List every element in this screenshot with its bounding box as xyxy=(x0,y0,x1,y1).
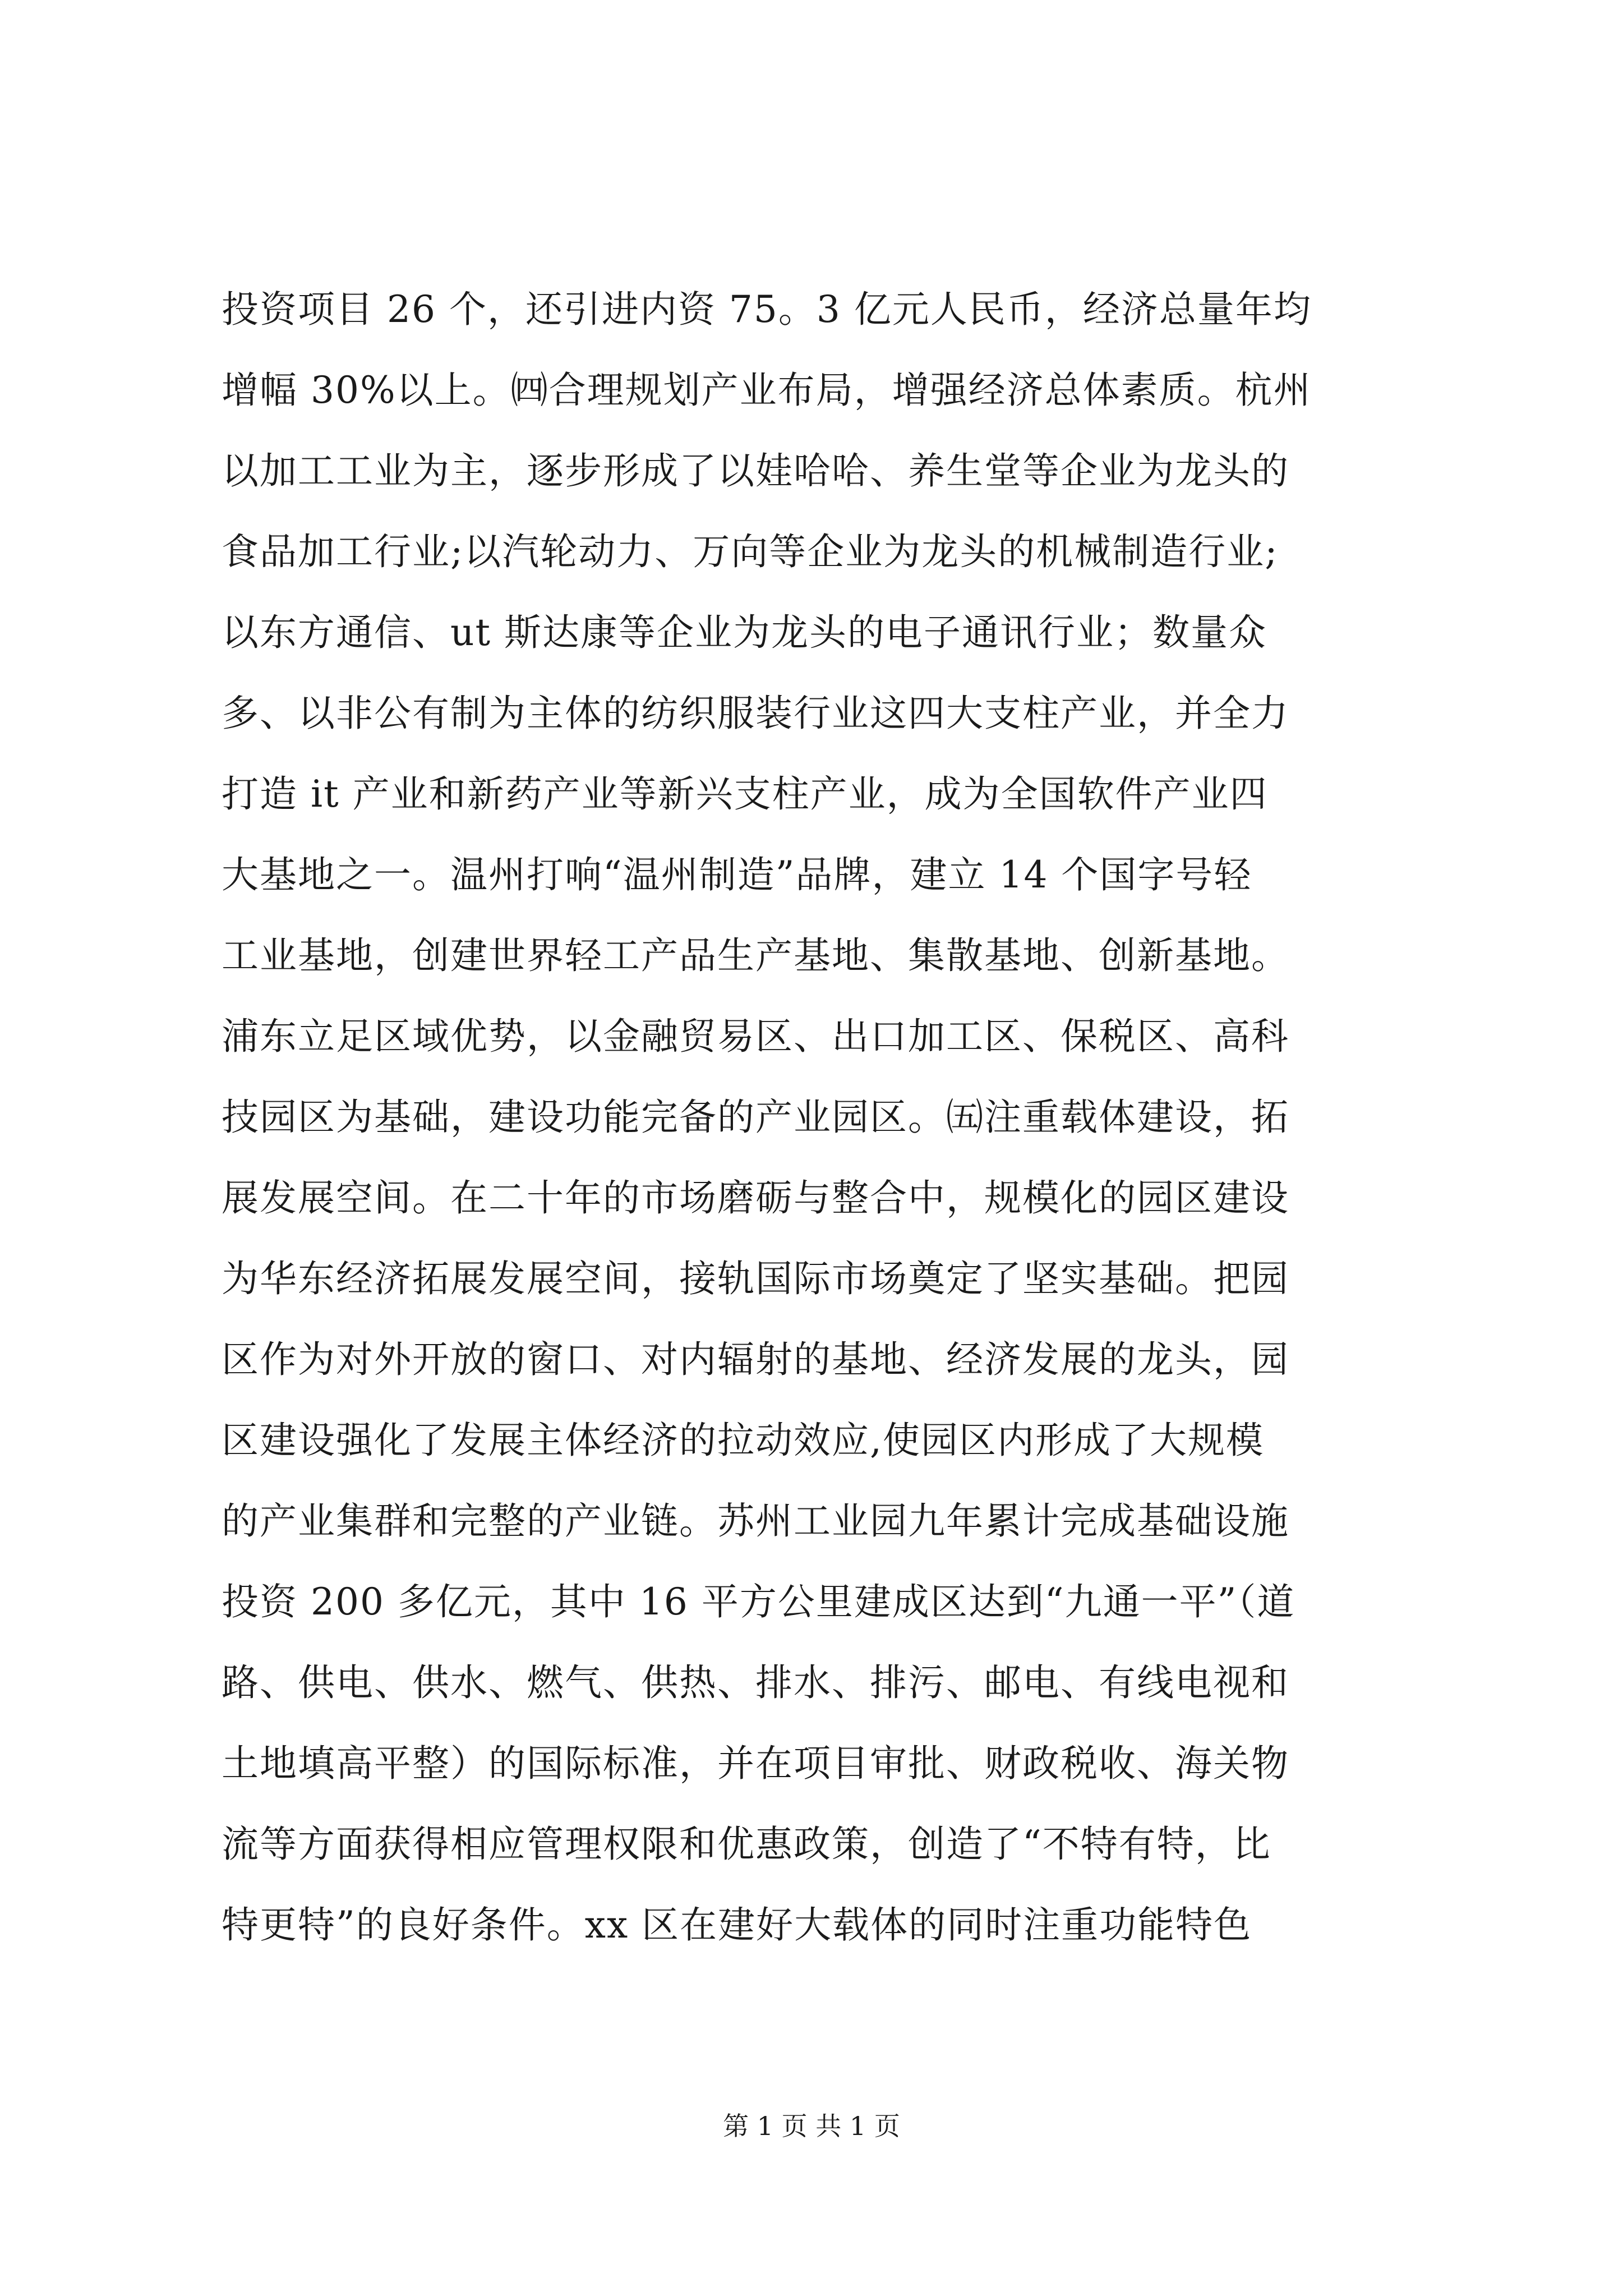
text-line: 工业基地，创建世界轻工产品生产基地、集散基地、创新基地。 xyxy=(222,934,1289,977)
text-line: 浦东立足区域优势，以金融贸易区、出口加工区、保税区、高科 xyxy=(222,1015,1289,1058)
text-line: 技园区为基础，建设功能完备的产业园区。㈤注重载体建设，拓 xyxy=(222,1096,1289,1139)
text-line: 多、以非公有制为主体的纺织服装行业这四大支柱产业，并全力 xyxy=(222,692,1289,735)
text-line: 特更特”的良好条件。xx 区在建好大载体的同时注重功能特色 xyxy=(222,1903,1252,1947)
text-line: 为华东经济拓展发展空间，接轨国际市场奠定了坚实基础。把园 xyxy=(222,1257,1289,1300)
text-line: 以加工工业为主，逐步形成了以娃哈哈、养生堂等企业为龙头的 xyxy=(222,449,1289,493)
text-line: 区作为对外开放的窗口、对内辐射的基地、经济发展的龙头，园 xyxy=(222,1338,1289,1381)
text-line: 打造 it 产业和新药产业等新兴支柱产业，成为全国软件产业四 xyxy=(222,772,1268,816)
text-line: 的产业集群和完整的产业链。苏州工业园九年累计完成基础设施 xyxy=(222,1499,1289,1543)
body-text xyxy=(222,269,1427,1966)
text-line: 路、供电、供水、燃气、供热、排水、排污、邮电、有线电视和 xyxy=(222,1661,1289,1704)
text-line: 增幅 30%以上。㈣合理规划产业布局，增强经济总体素质。杭州 xyxy=(222,369,1312,412)
text-line: 土地填高平整）的国际标准，并在项目审批、财政税收、海关物 xyxy=(222,1742,1289,1785)
text-line: 投资项目 26 个，还引进内资 75。3 亿元人民币，经济总量年均 xyxy=(222,288,1312,331)
text-line: 投资 200 多亿元，其中 16 平方公里建成区达到“九通一平”（道 xyxy=(222,1580,1295,1623)
text-line: 流等方面获得相应管理权限和优惠政策，创造了“不特有特，比 xyxy=(222,1823,1271,1866)
text-line: 大基地之一。温州打响“温州制造”品牌，建立 14 个国字号轻 xyxy=(222,853,1252,896)
text-line: 展发展空间。在二十年的市场磨砺与整合中，规模化的园区建设 xyxy=(222,1176,1289,1220)
text-line: 以东方通信、ut 斯达康等企业为龙头的电子通讯行业；数量众 xyxy=(222,611,1267,654)
text-line: 食品加工行业;以汽轮动力、万向等企业为龙头的机械制造行业; xyxy=(222,530,1279,573)
page-footer: 第 1 页 共 1 页 xyxy=(723,2111,900,2141)
text-line: 区建设强化了发展主体经济的拉动效应,使园区内形成了大规模 xyxy=(222,1419,1264,1462)
